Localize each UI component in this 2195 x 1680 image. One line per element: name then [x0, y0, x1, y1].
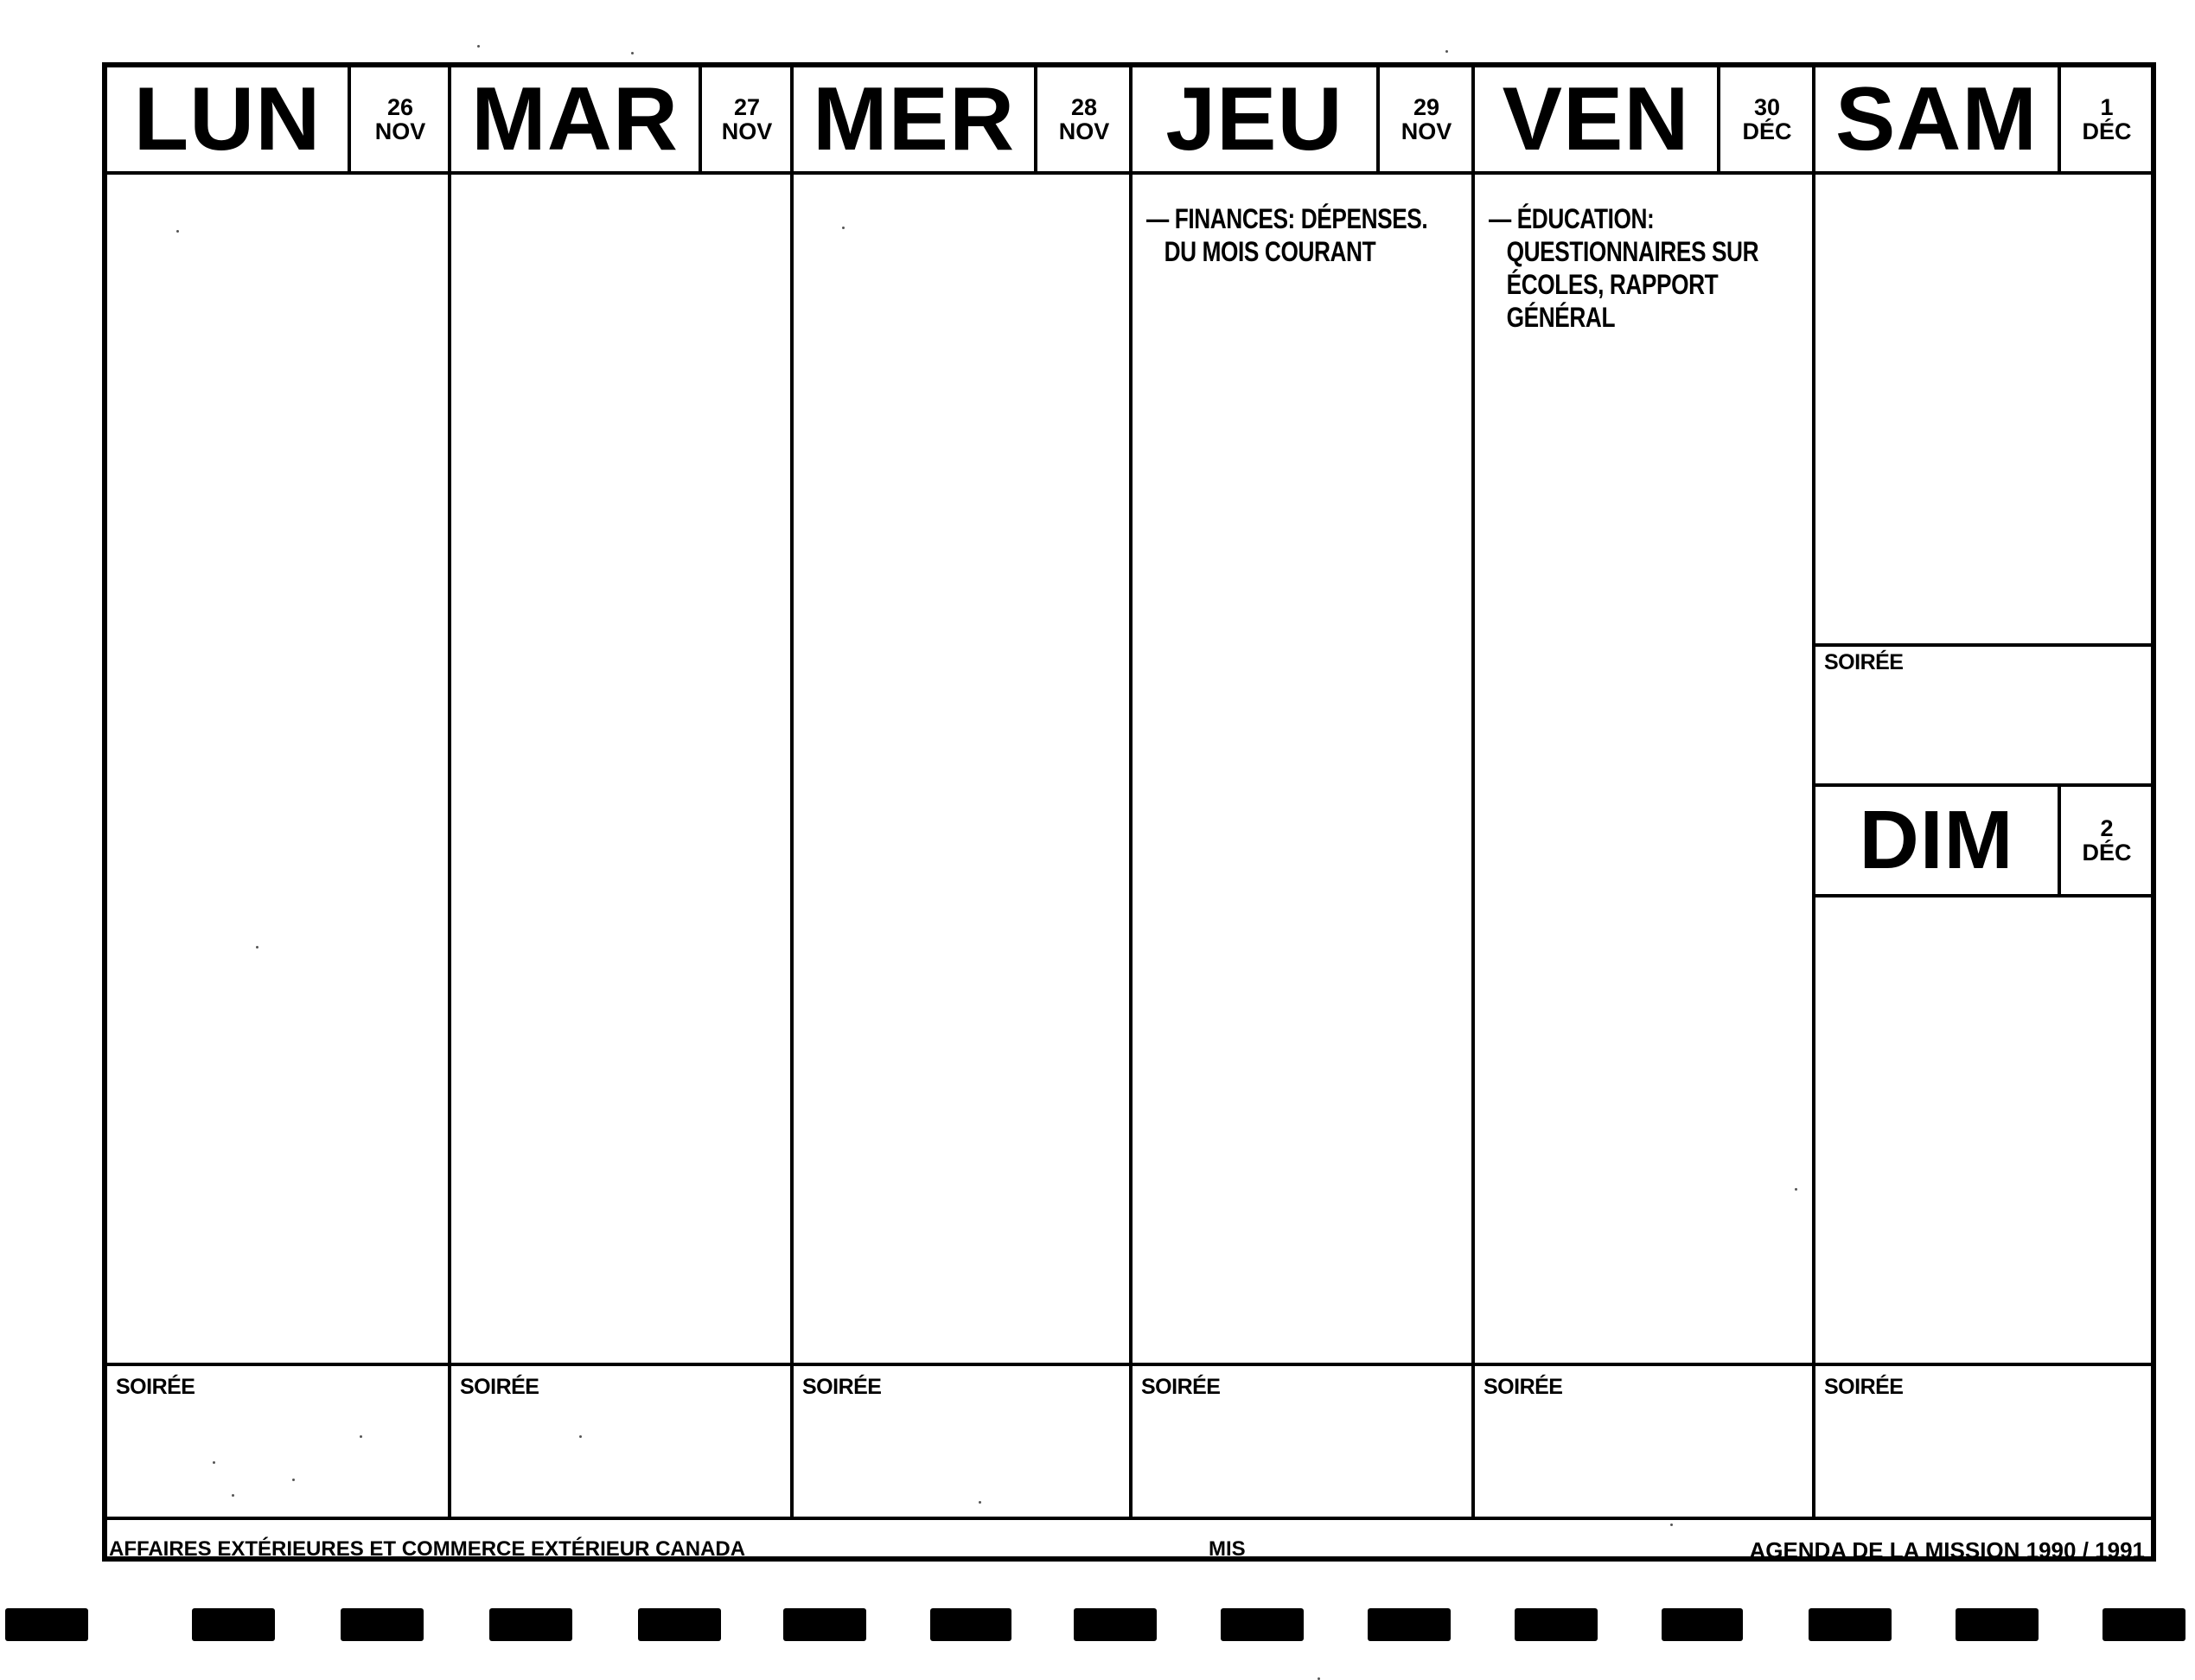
scan-speck: [842, 227, 845, 229]
scan-speck: [256, 946, 258, 949]
day-name-mer: MER: [812, 69, 1016, 169]
perforation-mark: [5, 1608, 88, 1641]
scan-speck: [213, 1461, 215, 1464]
date-day: 1: [2100, 93, 2114, 120]
perforation-mark: [2102, 1608, 2185, 1641]
soiree-label: SOIRÉE: [1824, 1375, 1904, 1399]
date-day: 2: [2100, 814, 2114, 841]
soiree-label: SOIRÉE: [1484, 1375, 1563, 1399]
date-day: 29: [1413, 93, 1440, 120]
day-body-lun[interactable]: [104, 171, 451, 1366]
scan-speck: [176, 230, 179, 233]
date-ven: [1717, 67, 1814, 171]
date-day: 26: [386, 93, 414, 120]
scan-speck: [1795, 1188, 1797, 1191]
date-day: 28: [1070, 93, 1098, 120]
day-name-mar: MAR: [471, 69, 679, 169]
day-body-jeu[interactable]: [1129, 171, 1475, 1366]
day-body-sam[interactable]: [1812, 171, 2154, 647]
perforation-mark: [192, 1608, 275, 1641]
day-name-jeu: JEU: [1165, 69, 1343, 169]
day-body-mer[interactable]: [790, 171, 1133, 1366]
perforation-mark: [489, 1608, 572, 1641]
soiree-label: SOIRÉE: [802, 1375, 882, 1399]
perforation-mark: [341, 1608, 424, 1641]
perforation-mark: [783, 1608, 866, 1641]
date-month: NOV: [1401, 118, 1452, 144]
day-body-dim[interactable]: [1812, 894, 2154, 1366]
scan-speck: [477, 45, 480, 48]
date-mer: [1034, 67, 1131, 171]
footer-left: AFFAIRES EXTÉRIEURES ET COMMERCE EXTÉRIEUR CANADA: [109, 1537, 746, 1561]
day-body-mar[interactable]: [448, 171, 794, 1366]
soiree-label: SOIRÉE: [1824, 650, 1904, 674]
note-education: — ÉDUCATION: QUESTIONNAIRES SUR ÉCOLES, RAPPORT GÉNÉRAL: [1489, 203, 1759, 333]
soiree-label: SOIRÉE: [1141, 1375, 1221, 1399]
perforation-mark: [1074, 1608, 1157, 1641]
date-month: NOV: [374, 118, 426, 144]
note-finances: — FINANCES: DÉPENSES. DU MOIS COURANT: [1146, 203, 1428, 267]
footer-center: MIS: [1209, 1537, 1246, 1561]
soiree-label: SOIRÉE: [116, 1375, 195, 1399]
soiree-label: SOIRÉE: [460, 1375, 539, 1399]
scan-speck: [979, 1501, 981, 1504]
date-sam: [2058, 67, 2153, 171]
scan-speck: [232, 1494, 234, 1497]
perforation-mark: [1956, 1608, 2039, 1641]
scan-speck: [1445, 50, 1448, 53]
date-day: 30: [1753, 93, 1781, 120]
perforation-mark: [1809, 1608, 1892, 1641]
date-month: NOV: [1058, 118, 1110, 144]
day-name-lun: LUN: [133, 69, 322, 169]
footer-right: AGENDA DE LA MISSION 1990 / 1991: [1749, 1537, 2145, 1563]
day-body-ven[interactable]: [1471, 171, 1815, 1366]
date-month: DÉC: [2082, 840, 2132, 866]
perforation-mark: [1368, 1608, 1451, 1641]
perforation-mark: [1515, 1608, 1598, 1641]
date-month: DÉC: [1742, 118, 1792, 144]
scan-speck: [579, 1435, 582, 1438]
date-mar: [699, 67, 792, 171]
scan-speck: [631, 52, 634, 54]
date-lun: [348, 67, 450, 171]
day-name-dim: DIM: [1859, 794, 2014, 886]
date-day: 27: [733, 93, 761, 120]
perforation-mark: [638, 1608, 721, 1641]
date-jeu: [1376, 67, 1473, 171]
date-dim: [2058, 787, 2153, 894]
perforation-mark: [930, 1608, 1011, 1641]
perforation-mark: [1662, 1608, 1743, 1641]
scan-speck: [1670, 1523, 1673, 1526]
scan-speck: [292, 1479, 295, 1481]
date-month: DÉC: [2082, 118, 2132, 144]
day-name-sam: SAM: [1834, 69, 2039, 169]
scan-speck: [360, 1435, 362, 1438]
day-name-ven: VEN: [1502, 69, 1690, 169]
date-month: NOV: [721, 118, 773, 144]
perforation-mark: [1221, 1608, 1304, 1641]
